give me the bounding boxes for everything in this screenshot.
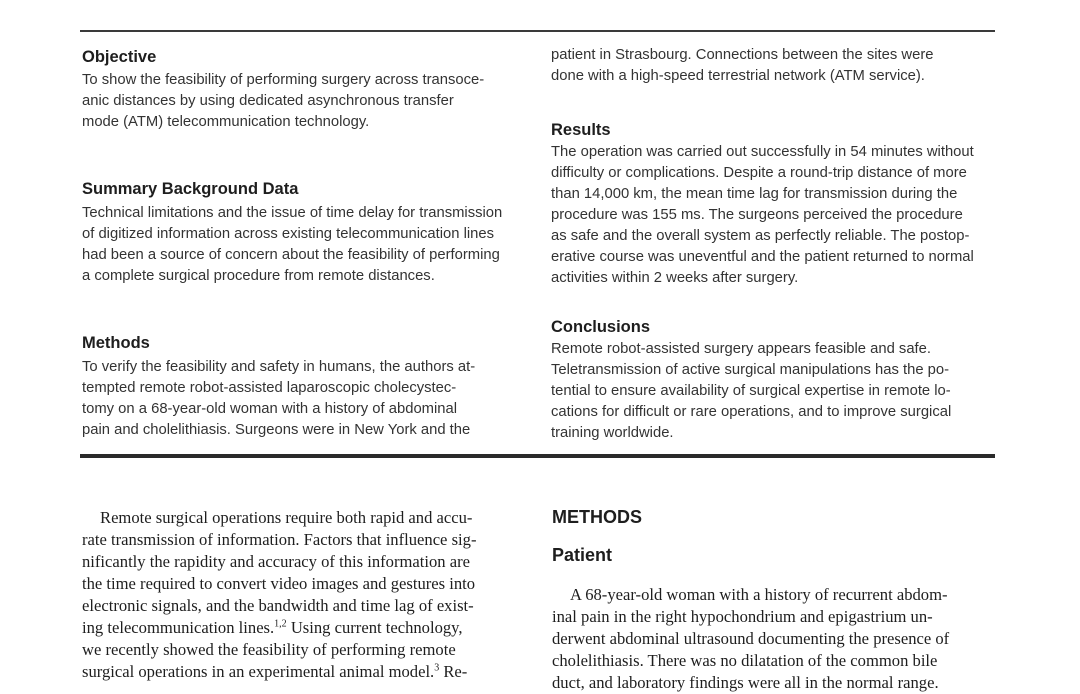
methods-heading: Methods — [82, 334, 150, 352]
text-line: A 68-year-old woman with a history of recurrent abdom- — [570, 585, 948, 604]
intro-paragraph — [82, 507, 476, 683]
text-line: a complete surgical procedure from remote distances. — [82, 268, 435, 284]
text-span: ing telecommunication lines. — [82, 618, 275, 637]
objective-text — [82, 70, 484, 133]
text-line: tempted remote robot-assisted laparoscopic cholecystec- — [82, 380, 457, 396]
objective-heading: Objective — [82, 48, 157, 66]
text-span: surgical operations in an experimental animal model. — [82, 662, 435, 681]
subsection-heading-patient: Patient — [552, 545, 613, 565]
results-text — [551, 142, 974, 289]
text-line: Teletransmission of active surgical manipulations has the po- — [551, 362, 950, 378]
text-line: activities within 2 weeks after surgery. — [551, 270, 799, 286]
methods-continued-text — [551, 45, 933, 87]
text-line: rate transmission of information. Factors that influence sig- — [82, 530, 477, 549]
text-line: tential to ensure availability of surgical expertise in remote lo- — [551, 383, 951, 399]
text-line: of digitized information across existing telecommunication lines — [82, 226, 495, 242]
methods-text — [82, 357, 475, 441]
text-line: anic distances by using dedicated asynchronous transfer — [82, 93, 454, 109]
text-line: pain and cholelithiasis. Surgeons were in New York and the — [82, 422, 471, 438]
section-heading-methods: METHODS — [552, 507, 642, 527]
text-line: done with a high-speed terrestrial network (ATM service). — [551, 68, 925, 84]
citation-ref: 1,2 — [274, 618, 287, 630]
conclusions-heading: Conclusions — [551, 318, 651, 336]
text-line: cations for difficult or rare operations, and to improve surgical — [551, 404, 952, 420]
text-line: procedure was 155 ms. The surgeons perceived the procedure — [551, 207, 963, 223]
text-line: electronic signals, and the bandwidth and time lag of exist- — [82, 596, 474, 615]
results-heading: Results — [551, 121, 611, 139]
citation-ref: 3 — [434, 662, 440, 674]
text-span: Using current technology, — [286, 618, 463, 637]
text-line: To verify the feasibility and safety in humans, the authors at- — [82, 359, 476, 375]
text-line: the time required to convert video images and gestures into — [82, 574, 476, 593]
text-line: cholelithiasis. There was no dilatation of the common bile — [552, 651, 938, 670]
text-line: difficulty or complications. Despite a round-trip distance of more — [551, 165, 967, 181]
text-line: Remote robot-assisted surgery appears feasible and safe. — [551, 341, 931, 357]
text-line: derwent abdominal ultrasound documenting the presence of — [552, 629, 950, 648]
text-line: training worldwide. — [551, 425, 674, 441]
conclusions-text — [551, 339, 951, 444]
text-line: Technical limitations and the issue of time delay for transmission — [82, 205, 503, 221]
text-line — [82, 661, 476, 683]
text-line: than 14,000 km, the mean time lag for transmission during the — [551, 186, 958, 202]
text-line: nificantly the rapidity and accuracy of this information are — [82, 552, 470, 571]
patient-paragraph — [552, 584, 949, 694]
text-line: inal pain in the right hypochondrium and epigastrium un- — [552, 607, 933, 626]
text-line: To show the feasibility of performing surgery across transoce- — [82, 72, 485, 88]
text-line — [82, 617, 476, 639]
top-rule — [80, 30, 995, 32]
text-line: erative course was uneventful and the patient returned to normal — [551, 249, 974, 265]
background-text — [82, 203, 502, 287]
text-line: we recently showed the feasibility of performing remote — [82, 640, 456, 659]
text-line: The operation was carried out successfully in 54 minutes without — [551, 144, 974, 160]
abstract-bottom-rule — [80, 454, 995, 458]
text-span: Re- — [439, 662, 468, 681]
text-line: had been a source of concern about the feasibility of performing — [82, 247, 500, 263]
background-heading: Summary Background Data — [82, 180, 299, 198]
text-line: as safe and the overall system as perfectly reliable. The postop- — [551, 228, 970, 244]
text-line: tomy on a 68-year-old woman with a history of abdominal — [82, 401, 458, 417]
text-line: mode (ATM) telecommunication technology. — [82, 114, 370, 130]
text-line: duct, and laboratory findings were all in the normal range. — [552, 673, 939, 692]
text-line: Remote surgical operations require both rapid and accu- — [100, 508, 473, 527]
text-line: patient in Strasbourg. Connections between the sites were — [551, 47, 934, 63]
